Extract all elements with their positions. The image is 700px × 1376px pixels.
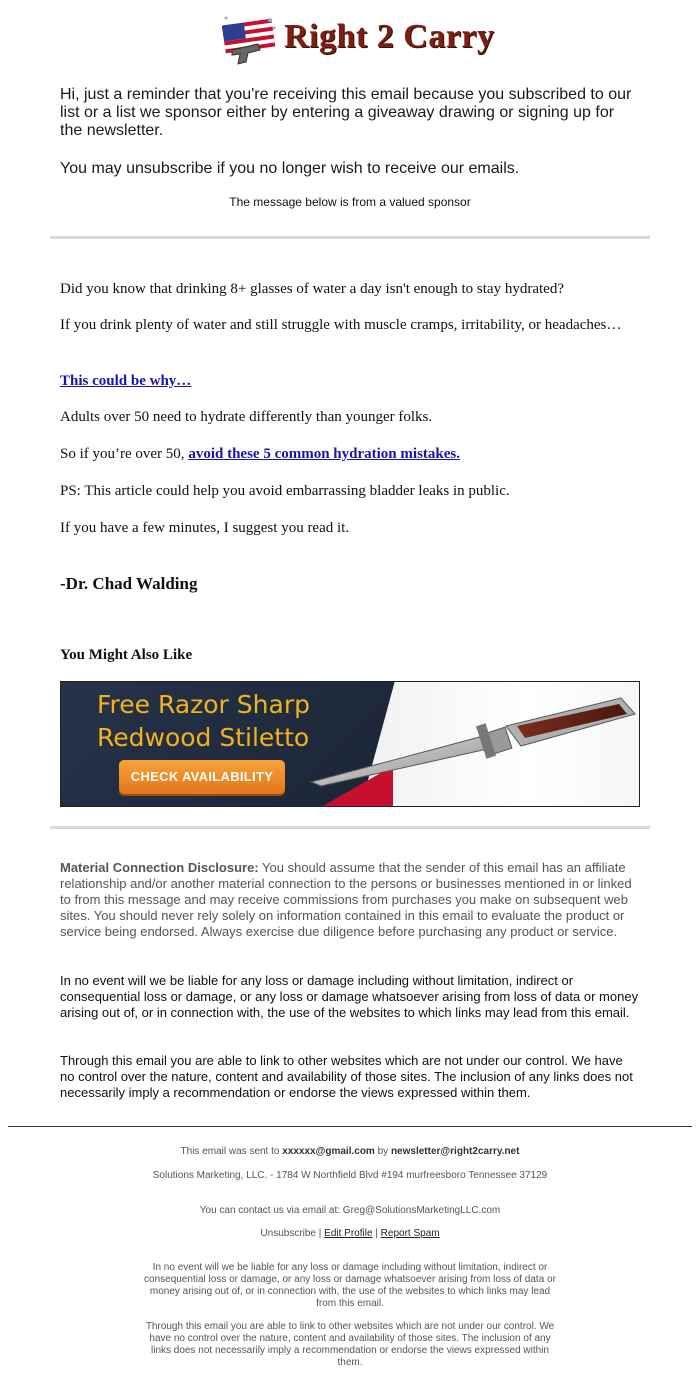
edit-profile-link[interactable]: Edit Profile — [324, 1228, 373, 1239]
message-paragraph: If you have a few minutes, I suggest you read it. — [60, 520, 350, 536]
recipient-email: xxxxxx@gmail.com — [282, 1146, 375, 1157]
message-paragraph: Adults over 50 need to hydrate differently than younger folks. — [60, 409, 433, 425]
brand-logo — [218, 10, 495, 70]
flag-gun-icon — [218, 10, 280, 68]
unsubscribe-link[interactable]: Unsubscribe — [260, 1228, 316, 1239]
message-text: So if you’re over 50, — [60, 446, 189, 462]
link-separator: | — [316, 1228, 325, 1239]
signature: -Dr. Chad Walding — [60, 574, 198, 593]
banner-headline — [97, 688, 310, 754]
message-paragraph — [60, 445, 640, 464]
sender-email: newsletter@right2carry.net — [390, 1146, 520, 1157]
disclosure-label: Material Connection Disclosure: — [60, 860, 259, 875]
disclosure-text: You should assume that the sender of this email has an affiliate relationship and/or another material connection to the persons or businesses mentioned in or linked to from this message and may receive commissions from purchases you make on subsequent web sites. You should never rely solely on information contained in this email to evaluate the product or service being endorsed. Always exercise due diligence before purchasing any product or service. — [60, 860, 632, 939]
hydration-mistakes-link[interactable]: avoid these 5 common hydration mistakes. — [188, 446, 460, 462]
message-paragraph: If you drink plenty of water and still struggle with muscle cramps, irritability, or headaches… — [60, 317, 622, 333]
mailing-address: Solutions Marketing, LLC. - 1784 W Northfield Blvd #194 murfreesboro Tennessee 37129 — [152, 1170, 548, 1181]
section-divider — [50, 826, 650, 829]
external-links-disclaimer: Through this email you are able to link to other websites which are not under our control. We have no control over the nature, content and availability of those sites. The inclusion of any links does not necessarily imply a recommendation or endorse the views expressed within them. — [60, 1053, 633, 1100]
message-paragraph — [60, 372, 640, 391]
link-separator: | — [372, 1228, 381, 1239]
subscription-reminder — [60, 86, 640, 140]
banner-line: Free Razor Sharp — [97, 690, 310, 719]
section-divider — [50, 236, 650, 239]
stiletto-ad-banner[interactable] — [60, 681, 640, 807]
footer-external-links: Through this email you are able to link to other websites which are not under our control. We have no control over the nature, content and availability of those sites. The inclusion of any links does not necessarily imply a recommendation or endorse the views expressed within them. — [145, 1321, 555, 1368]
material-disclosure — [60, 860, 640, 940]
you-might-also-like-heading: You Might Also Like — [60, 647, 193, 663]
footer-text: This email was sent to — [180, 1146, 283, 1157]
footer-links — [140, 1228, 560, 1240]
footer-divider — [8, 1126, 692, 1127]
footer-text: by — [374, 1146, 391, 1157]
message-paragraph: PS: This article could help you avoid embarrassing bladder leaks in public. — [60, 483, 510, 499]
sent-to-notice — [140, 1146, 560, 1158]
report-spam-link[interactable]: Report Spam — [380, 1228, 440, 1239]
stiletto-knife-icon — [301, 694, 640, 794]
contact-email: You can contact us via email at: Greg@SolutionsMarketingLLC.com — [199, 1205, 501, 1216]
message-paragraph: Did you know that drinking 8+ glasses of water a day isn't enough to stay hydrated? — [60, 281, 564, 297]
liability-disclaimer: In no event will we be liable for any loss or damage including without limitation, indirect or consequential loss or damage, or any loss or damage whatsoever arising from loss of data or money arising out of, or in connection with, the use of the websites to which links may lead from this email. — [60, 973, 639, 1020]
logo-text: Right 2 Carry — [284, 18, 495, 55]
article-link[interactable]: This could be why… — [60, 373, 192, 389]
reminder-text: Hi, just a reminder that you're receiving this email because you subscribed to our list or a list we sponsor either by entering a giveaway drawing or signing up for the newsletter. — [60, 86, 632, 139]
sponsor-note: The message below is from a valued sponsor — [229, 195, 471, 209]
unsubscribe-notice: You may unsubscribe if you no longer wish to receive our emails. — [60, 160, 520, 177]
banner-line: Redwood Stiletto — [97, 723, 310, 752]
check-availability-button[interactable]: CHECK AVAILABILITY — [119, 760, 285, 794]
footer-liability: In no event will we be liable for any loss or damage including without limitation, indirect or consequential loss or damage, or any loss or damage whatsoever arising from loss of data or money arising out of, or in connection with, the use of the websites to which links may lead from this email. — [144, 1262, 556, 1309]
